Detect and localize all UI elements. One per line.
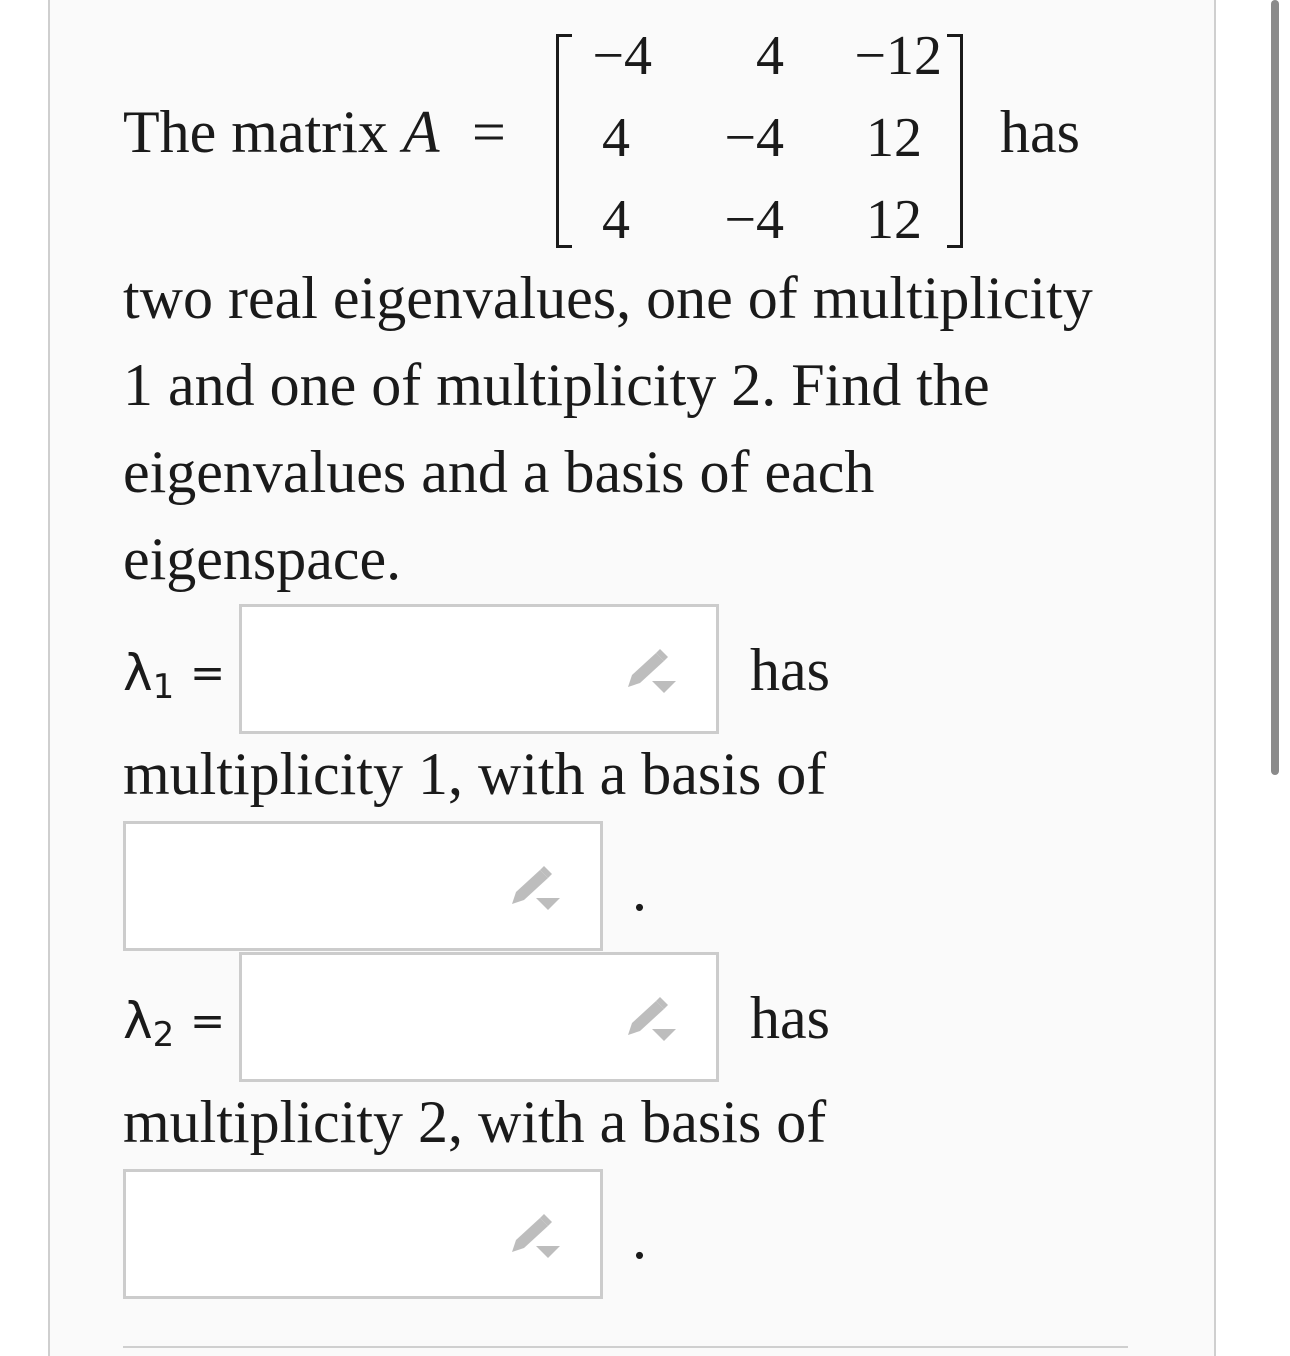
problem-line-3: 1 and one of multiplicity 2. Find the: [123, 352, 990, 418]
lambda1-description: multiplicity 1, with a basis of: [123, 741, 827, 807]
lambda1-input[interactable]: [239, 604, 719, 734]
matrix-cell-r2c2: −4: [724, 107, 784, 169]
lambda1-label: [123, 644, 175, 712]
pencil-edit-icon[interactable]: [622, 647, 682, 693]
intro-text: [123, 99, 440, 165]
matrix-cell-r3c1: 4: [602, 189, 630, 251]
lambda1-subscript: 1: [152, 667, 175, 707]
pencil-edit-icon[interactable]: [506, 864, 566, 910]
matrix-cell-r1c3: −12: [854, 25, 942, 87]
problem-line-4: eigenvalues and a basis of each: [123, 439, 875, 505]
matrix-cell-r3c3: 12: [866, 189, 922, 251]
matrix-cell-r1c2: 4: [756, 25, 784, 87]
lambda1-equals: =: [190, 648, 226, 697]
matrix-cell-r2c1: 4: [602, 107, 630, 169]
has-text: has: [1000, 99, 1080, 165]
pencil-edit-icon[interactable]: [622, 995, 682, 1041]
lambda2-description: multiplicity 2, with a basis of: [123, 1089, 827, 1155]
problem-line-2: two real eigenvalues, one of multiplicity: [123, 265, 1093, 331]
matrix-cell-r1c1: −4: [592, 25, 652, 87]
problem-line-5: eigenspace.: [123, 526, 402, 592]
lambda2-symbol: λ: [123, 992, 153, 1050]
matrix-cell-r3c2: −4: [724, 189, 784, 251]
pencil-edit-icon[interactable]: [506, 1212, 566, 1258]
lambda2-subscript: 2: [152, 1015, 175, 1055]
lambda1-basis-input[interactable]: [123, 821, 603, 951]
lambda2-period: .: [632, 1205, 647, 1271]
lambda1-symbol: λ: [123, 644, 153, 702]
intro-prefix: The matrix: [123, 99, 403, 165]
bottom-divider: [123, 1346, 1128, 1348]
lambda2-label: [123, 992, 175, 1060]
equals-sign: =: [472, 99, 506, 165]
lambda1-has-text: has: [750, 637, 830, 703]
matrix-right-bracket: [947, 34, 963, 248]
lambda2-input[interactable]: [239, 952, 719, 1082]
matrix-cell-r2c3: 12: [866, 107, 922, 169]
lambda1-period: .: [632, 857, 647, 923]
lambda2-has-text: has: [750, 985, 830, 1051]
scrollbar-thumb[interactable]: [1271, 0, 1279, 775]
lambda2-equals: =: [190, 996, 226, 1045]
lambda2-basis-input[interactable]: [123, 1169, 603, 1299]
matrix-symbol: A: [402, 99, 440, 165]
